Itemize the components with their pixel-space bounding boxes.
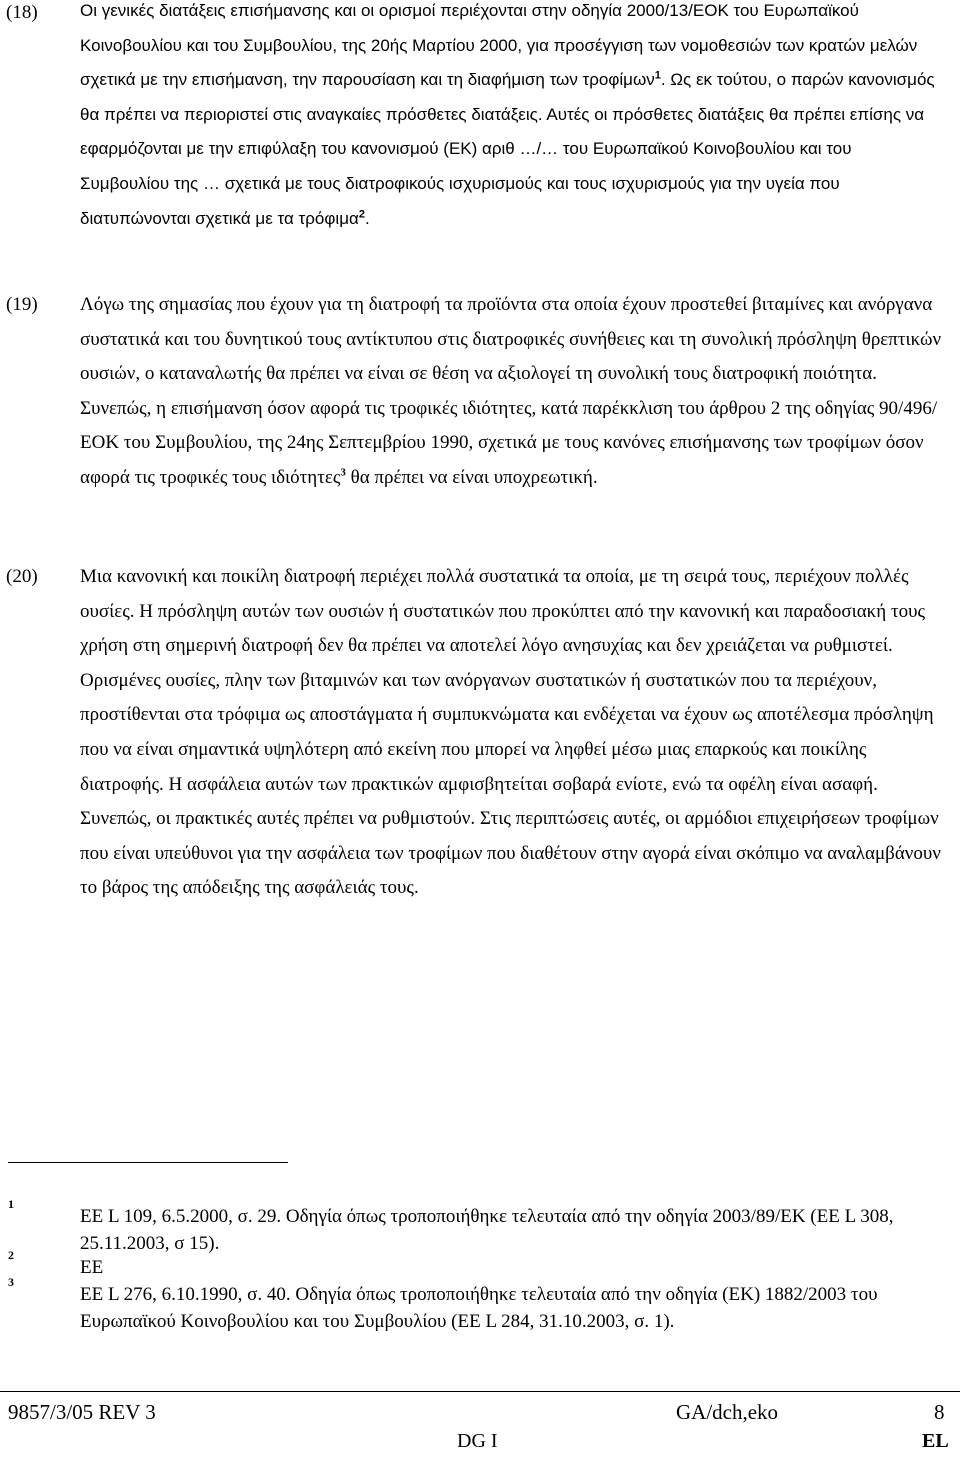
recital-text: Μια κανονική και ποικίλη διατροφή περιέχει πολλά συστατικά τα οποία, με τη σειρά τους, περιέχουν πολλές ουσίες. Η πρόσληψη αυτών των ουσιών ή συστατικών που προκύπτει από την κανονική και παραδοσιακή τους χρήση στη σημερινή διατροφή δεν θα πρέπει να αποτελεί λόγο ανησυχίας και δεν χρειάζεται να ρυθμιστεί. Ορισμένες ουσίες, πλην των βιταμινών και των ανόργανων συστατικών ή συστατικών που τα περιέχουν, προστίθενται στα τρόφιμα ως αποστάγματα ή συμπυκνώματα και ενδέχεται να έχουν ως αποτέλεσμα πρόσληψη που να είναι σημαντικά υψηλότερη από εκείνη που μπορεί να ληφθεί μέσω μιας επαρκούς και ποικίλης διατροφής. Η ασφάλεια αυτών των πρακτικών αμφισβητείται σοβαρά ενίοτε, ενώ τα οφέλη είναι ασαφή. Συνεπώς, οι πρακτικές αυτές πρέπει να ρυθμιστούν. Στις περιπτώσεις αυτές, οι αρμόδιοι επιχειρήσεων τροφίμων που είναι υπεύθυνοι για την ασφάλεια των τροφίμων που διαθέτουν στην αγορά είναι σκόπιμο να αναλαμβάνουν το βάρος της απόδειξης της ασφάλειάς τους.: [80, 566, 941, 899]
footer-separator: [0, 1391, 960, 1392]
directorate-general: DG I: [457, 1430, 498, 1452]
recital-text: Λόγω της σημασίας που έχουν για τη διατροφή τα προϊόντα στα οποία έχουν προστεθεί βιταμίνες και ανόργανα συστατικά και του δυνητικού τους αντίκτυπου στις διατροφικές συνήθειες και τη συνολική πρόσληψη θρεπτικών ουσιών, ο καταναλωτής θα πρέπει να είναι σε θέση να αξιολογεί τη συνολική τους διατροφική ποιότητα. Συνεπώς, η επισήμανση όσον αφορά τις τροφικές ιδιότητες, κατά παρέκκλιση του άρθρου 2 της οδηγίας 90/496/ΕΟΚ του Συμβουλίου, της 24ης Σεπτεμβρίου 1990, σχετικά με τους κανόνες επισήμανσης των τροφίμων όσον αφορά τις τροφικές τους ιδιότητες$^3$ θα πρέπει να είναι υποχρεωτική.: [80, 294, 942, 488]
page-number: 8: [934, 1400, 945, 1424]
footnote-separator: [8, 1162, 288, 1163]
recital-text: Οι γενικές διατάξεις επισήμανσης και οι ορισμοί περιέχονται στην οδηγία 2000/13/ΕΟΚ του Ευρωπαϊκού Κοινοβουλίου και του Συμβουλίου, της 20ής Μαρτίου 2000, για προσέγγιση των νομοθεσιών των κρατών μελών σχετικά με την επισήμανση, την παρουσίαση και τη διαφήμιση των τροφίμων$^1$. Ως εκ τούτου, ο παρών κανονισμός θα πρέπει να περιοριστεί στις αναγκαίες πρόσθετες διατάξεις. Αυτές οι πρόσθετες διατάξεις θα πρέπει επίσης να εφαρμόζονται με την επιφύλαξη του κανονισμού (ΕΚ) αριθ …/… του Ευρωπαϊκού Κοινοβουλίου και του Συμβουλίου της … σχετικά με τους διατροφικούς ισχυρισμούς και τους ισχυρισμούς για την υγεία που διατυπώνονται σχετικά με τα τρόφιμα$^2$.: [80, 1, 935, 228]
footnote-number: 2: [8, 1248, 14, 1262]
footnote-text: ΕΕ L 276, 6.10.1990, σ. 40. Οδηγία όπως τροποποιήθηκε τελευταία από την οδηγία (ΕΚ) 1882/2003 του Ευρωπαϊκού Κοινοβουλίου και του Συμβουλίου (ΕΕ L 284, 31.10.2003, σ. 1).: [80, 1284, 878, 1332]
footnote-number: 1: [8, 1197, 14, 1211]
footnote-number: 3: [8, 1275, 14, 1289]
footnote-text: ΕΕ: [80, 1257, 104, 1278]
author-initials: GA/dch,eko: [676, 1400, 779, 1424]
recital-number: (19): [6, 294, 38, 315]
recital-number: (20): [6, 566, 38, 587]
document-reference: 9857/3/05 REV 3: [8, 1400, 156, 1424]
recital-number: (18): [6, 2, 38, 23]
footnote-text: ΕΕ L 109, 6.5.2000, σ. 29. Οδηγία όπως τροποποιήθηκε τελευταία από την οδηγία 2003/89/ΕΚ (ΕΕ L 308, 25.11.2003, σ 15).: [80, 1206, 894, 1254]
language-code: EL: [922, 1430, 949, 1452]
